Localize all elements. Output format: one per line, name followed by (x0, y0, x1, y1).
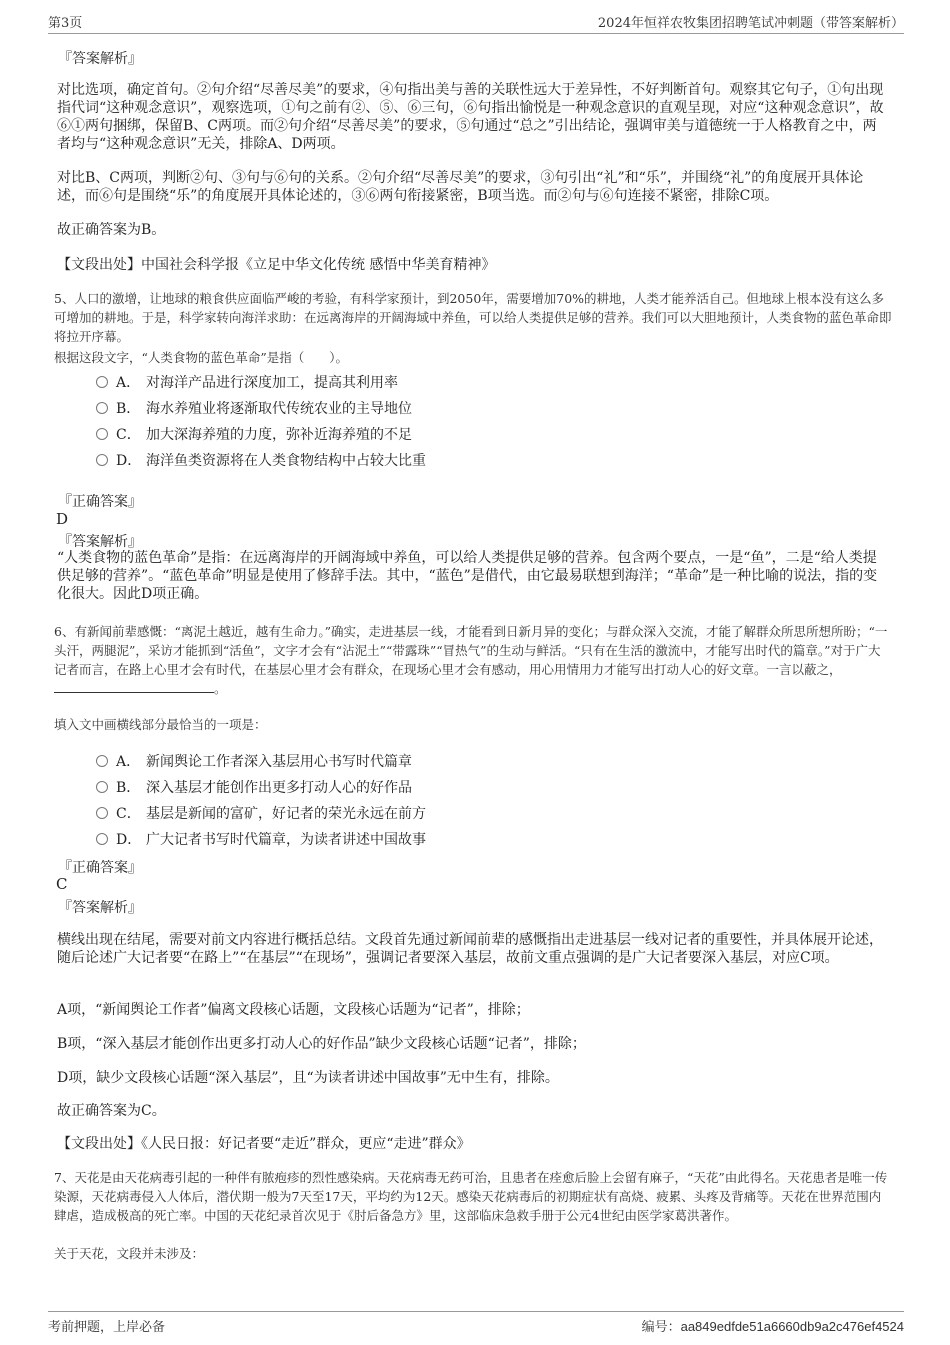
option-text: 加大深海养殖的力度，弥补近海养殖的不足 (146, 427, 412, 443)
page-number: 第3页 (48, 16, 83, 31)
q4-analysis-label: 『答案解析』 (58, 51, 142, 67)
code-label: 编号： (641, 1320, 681, 1335)
q6-stem-text: 6、有新闻前辈感慨：“离泥土越近，越有生命力。”确实，走进基层一线，才能看到日新月异的变化；与群众深入交流，才能了解群众所思所想所盼；“一头汗，两腿泥”，采访才能抓到“活鱼”，文字才会有“沾泥土”“带露珠”“冒热气”的生动与鲜活。“只有在生活的激流中，才能写出时代的篇章。”对于广大记者而言，在路上心里才会有时代，在基层心里才会有群众，在现场心里才会有感动，用心用情用力才能写出打动人心的好文章。一言以蔽之， (54, 624, 888, 677)
q6-answer-label: 『正确答案』 (58, 860, 142, 876)
q6-option-b[interactable] (96, 777, 412, 797)
option-text: 基层是新闻的富矿，好记者的荣光永远在前方 (146, 806, 426, 822)
q7-stem: 7、天花是由天花病毒引起的一种伴有脓疱疹的烈性感染病。天花病毒无药可治，且患者在痊愈后脸上会留有麻子，“天花”由此得名。天花患者是唯一传染源，天花病毒侵入人体后，潜伏期一般为7天至17天，平均约为12天。感染天花病毒后的初期症状有高烧、疲累、头疼及背痛等。天花在世界范围内肆虐，造成极高的死亡率。中国的天花纪录首次见于《肘后备急方》里，这部临床急救手册于公元4世纪由医学家葛洪著作。 (54, 1170, 888, 1223)
q5-answer: D (56, 510, 69, 528)
option-letter: C． (116, 806, 141, 822)
q5-option-a[interactable] (96, 372, 398, 392)
q4-conclusion: 故正确答案为B。 (57, 222, 166, 238)
q5-option-c[interactable] (96, 424, 412, 444)
header-divider (48, 33, 904, 34)
footer-divider (48, 1311, 904, 1312)
option-letter: D． (116, 453, 142, 469)
option-text: 海洋鱼类资源将在人类食物结构中占较大比重 (146, 453, 426, 469)
document-code (642, 1316, 904, 1335)
footer-slogan: 考前押题，上岸必备 (48, 1320, 166, 1335)
option-letter: A． (116, 375, 141, 391)
q6-conclusion: 故正确答案为C。 (57, 1103, 166, 1119)
option-text: 对海洋产品进行深度加工，提高其利用率 (146, 375, 398, 391)
option-text: 广大记者书写时代篇章，为读者讲述中国故事 (146, 832, 426, 848)
radio-icon[interactable] (96, 755, 108, 767)
radio-icon[interactable] (96, 402, 108, 414)
q6-analysis-label: 『答案解析』 (58, 900, 142, 916)
option-text: 海水养殖业将逐渐取代传统农业的主导地位 (146, 401, 412, 417)
q5-question: 根据这段文字，“人类食物的蓝色革命”是指（ ）。 (54, 350, 349, 365)
document-title: 2024年恒祥农牧集团招聘笔试冲刺题（带答案解析） (597, 16, 904, 31)
q4-source: 【文段出处】中国社会科学报《立足中华文化传统 感悟中华美育精神》 (57, 257, 496, 273)
q5-analysis: “人类食物的蓝色革命”是指：在远离海岸的开阔海域中养鱼，可以给人类提供足够的营养。包含两个要点，一是“鱼”，二是“给人类提供足够的营养”。“蓝色革命”明显是使用了修辞手法。其中，“蓝色”是借代，由它最易联想到海洋；“革命”是一种比喻的说法，指的变化很大。因此D项正确。 (57, 550, 878, 602)
q5-stem: 5、人口的激增，让地球的粮食供应面临严峻的考验，有科学家预计，到2050年，需要增加70%的耕地，人类才能养活自己。但地球上根本没有这么多可增加的耕地。于是，科学家转向海洋求助：在远离海岸的开阔海域中养鱼，可以给人类提供足够的营养。我们可以大胆地预计，人类食物的蓝色革命即将拉开序幕。 (54, 291, 892, 344)
q6-option-a[interactable] (96, 751, 412, 771)
q6-analysis-line-d: D项，缺少文段核心话题“深入基层”，且“为读者讲述中国故事”无中生有，排除。 (57, 1070, 559, 1086)
q5-analysis-label: 『答案解析』 (58, 534, 142, 550)
radio-icon[interactable] (96, 781, 108, 793)
option-text: 新闻舆论工作者深入基层用心书写时代篇章 (146, 754, 412, 770)
code-value: aa849edfde51a6660db9a2c476ef4524 (680, 1319, 904, 1334)
page-header (48, 12, 904, 32)
option-letter: D． (116, 832, 142, 848)
q5-answer-label: 『正确答案』 (58, 494, 142, 510)
option-letter: A． (116, 754, 141, 770)
q5-option-b[interactable] (96, 398, 412, 418)
q6-stem-end: 。 (214, 681, 227, 696)
q6-option-c[interactable] (96, 803, 426, 823)
radio-icon[interactable] (96, 428, 108, 440)
q7-question: 关于天花，文段并未涉及： (54, 1246, 205, 1261)
q6-answer: C (56, 875, 68, 893)
q4-analysis-para1: 对比选项，确定首句。②句介绍“尽善尽美”的要求，④句指出美与善的关联性远大于差异性，不好判断首句。观察其它句子，①句出现指代词“这种观念意识”，观察选项，①句之前有②、⑤、⑥三句，⑥句指出愉悦是一种观念意识的直观呈现，对应“这种观念意识”，故⑥①两句捆绑，保留B、C两项。而②句介绍“尽善尽美”的要求，⑤句通过“总之”引出结论，强调审美与道德统一于人格教育之中，两者均与“这种观念意识”无关，排除A、D两项。 (57, 82, 884, 152)
option-text: 深入基层才能创作出更多打动人心的好作品 (146, 780, 412, 796)
q6-analysis-line-a: A项，“新闻舆论工作者”偏离文段核心话题，文段核心话题为“记者”，排除； (57, 1002, 530, 1018)
q6-stem (54, 622, 892, 698)
q6-analysis-line-b: B项，“深入基层才能创作出更多打动人心的好作品”缺少文段核心话题“记者”，排除； (57, 1036, 586, 1052)
q6-analysis-para1: 横线出现在结尾，需要对前文内容进行概括总结。文段首先通过新闻前辈的感慨指出走进基层一线对记者的重要性，并具体展开论述，随后论述广大记者要“在路上”“在基层”“在现场”，强调记者要深入基层，故前文重点强调的是广大记者要深入基层，对应C项。 (57, 932, 883, 966)
option-letter: C． (116, 427, 141, 443)
radio-icon[interactable] (96, 833, 108, 845)
q6-option-d[interactable] (96, 829, 426, 849)
radio-icon[interactable] (96, 807, 108, 819)
q4-analysis-para2: 对比B、C两项，判断②句、③句与⑥句的关系。②句介绍“尽善尽美”的要求，③句引出“礼”和“乐”，并围绕“礼”的角度展开具体论述，而⑥句是围绕“乐”的角度展开具体论述的，③⑥两句衔接紧密，B项当选。而②句与⑥句连接不紧密，排除C项。 (57, 170, 864, 204)
radio-icon[interactable] (96, 454, 108, 466)
q6-question: 填入文中画横线部分最恰当的一项是： (54, 717, 267, 732)
q6-source: 【文段出处】《人民日报：好记者要“走近”群众，更应“走进”群众》 (57, 1136, 471, 1152)
fill-blank (54, 680, 214, 693)
option-letter: B． (116, 401, 141, 417)
option-letter: B． (116, 780, 141, 796)
radio-icon[interactable] (96, 376, 108, 388)
q5-option-d[interactable] (96, 450, 426, 470)
